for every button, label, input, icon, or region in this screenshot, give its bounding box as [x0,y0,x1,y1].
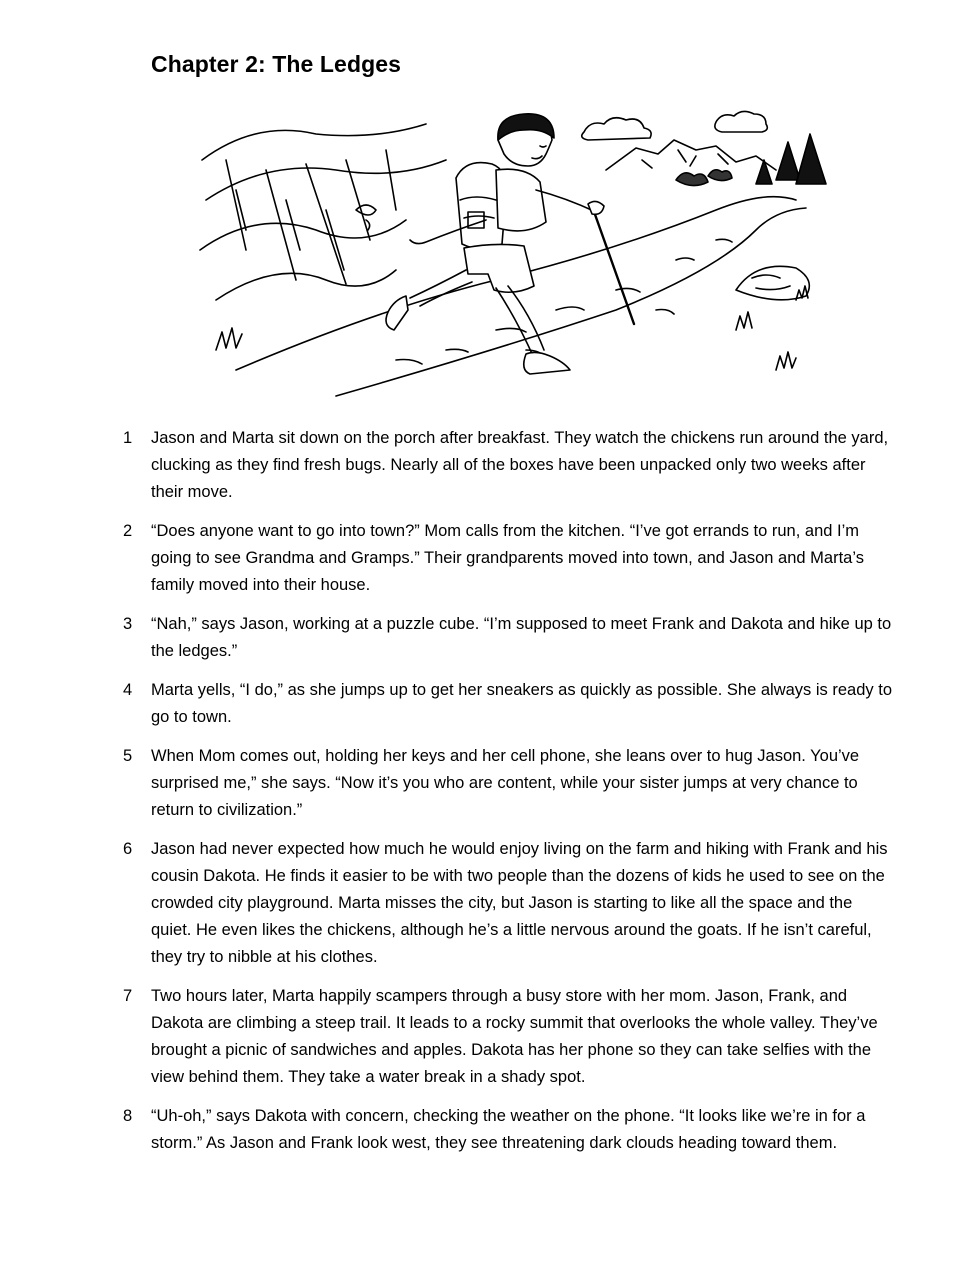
story-paragraphs [120,425,900,1169]
paragraph-3 [120,611,900,665]
paragraph-number: 6 [123,840,133,858]
paragraph-text: Two hours later, Marta happily scampers through a busy store with her mom. Jason, Frank, and Dakota are climbing a steep trail. It leads to a rocky summit that overlooks the whole valley. They’ve brought a picnic of sandwiches and apples. Dakota has her phone so they can take selfies with the view behind them. They take a water break in a shady spot. [151,987,878,1086]
paragraph-6 [120,836,900,971]
paragraph-number: 5 [123,747,133,765]
paragraph-number: 2 [123,522,133,540]
paragraph-text: Jason had never expected how much he would enjoy living on the farm and hiking with Frank and his cousin Dakota. He finds it easier to be with two people than the dozens of kids he used to see on the crowded city playground. Marta misses the city, but Jason is starting to like all the space and the quiet. He even likes the chickens, although he’s a little nervous around the goats. If he isn’t careful, they try to nibble at his clothes. [151,840,888,966]
paragraph-number: 4 [123,681,133,699]
paragraph-8 [120,1103,900,1157]
paragraph-1 [120,425,900,506]
paragraph-text: When Mom comes out, holding her keys and her cell phone, she leans over to hug Jason. You’ve surprised me,” she says. “Now it’s you who are content, while your sister jumps at very chance to return to civilization.” [151,747,860,819]
paragraph-number: 3 [123,615,133,633]
paragraph-number: 1 [123,429,133,447]
boy-hiking-illustration [196,100,836,398]
paragraph-number: 7 [123,987,133,1005]
paragraph-text: “Nah,” says Jason, working at a puzzle cube. “I’m supposed to meet Frank and Dakota and hike up to the ledges.” [151,615,892,660]
paragraph-4 [120,677,900,731]
paragraph-text: Jason and Marta sit down on the porch after breakfast. They watch the chickens run around the yard, clucking as they find fresh bugs. Nearly all of the boxes have been unpacked only two weeks after their move. [151,429,889,501]
paragraph-number: 8 [123,1107,133,1125]
paragraph-text: “Does anyone want to go into town?” Mom calls from the kitchen. “I’ve got errands to run, and I’m going to see Grandma and Gramps.” Their grandparents moved into town, and Jason and Marta’s family moved into their house. [151,522,864,594]
paragraph-text: “Uh-oh,” says Dakota with concern, checking the weather on the phone. “It looks like we’re in for a storm.” As Jason and Frank look west, they see threatening dark clouds heading toward them. [151,1107,866,1152]
paragraph-5 [120,743,900,824]
paragraph-7 [120,983,900,1091]
paragraph-2 [120,518,900,599]
paragraph-text: Marta yells, “I do,” as she jumps up to get her sneakers as quickly as possible. She always is ready to go to town. [151,681,893,726]
chapter-title: Chapter 2: The Ledges [151,51,402,77]
